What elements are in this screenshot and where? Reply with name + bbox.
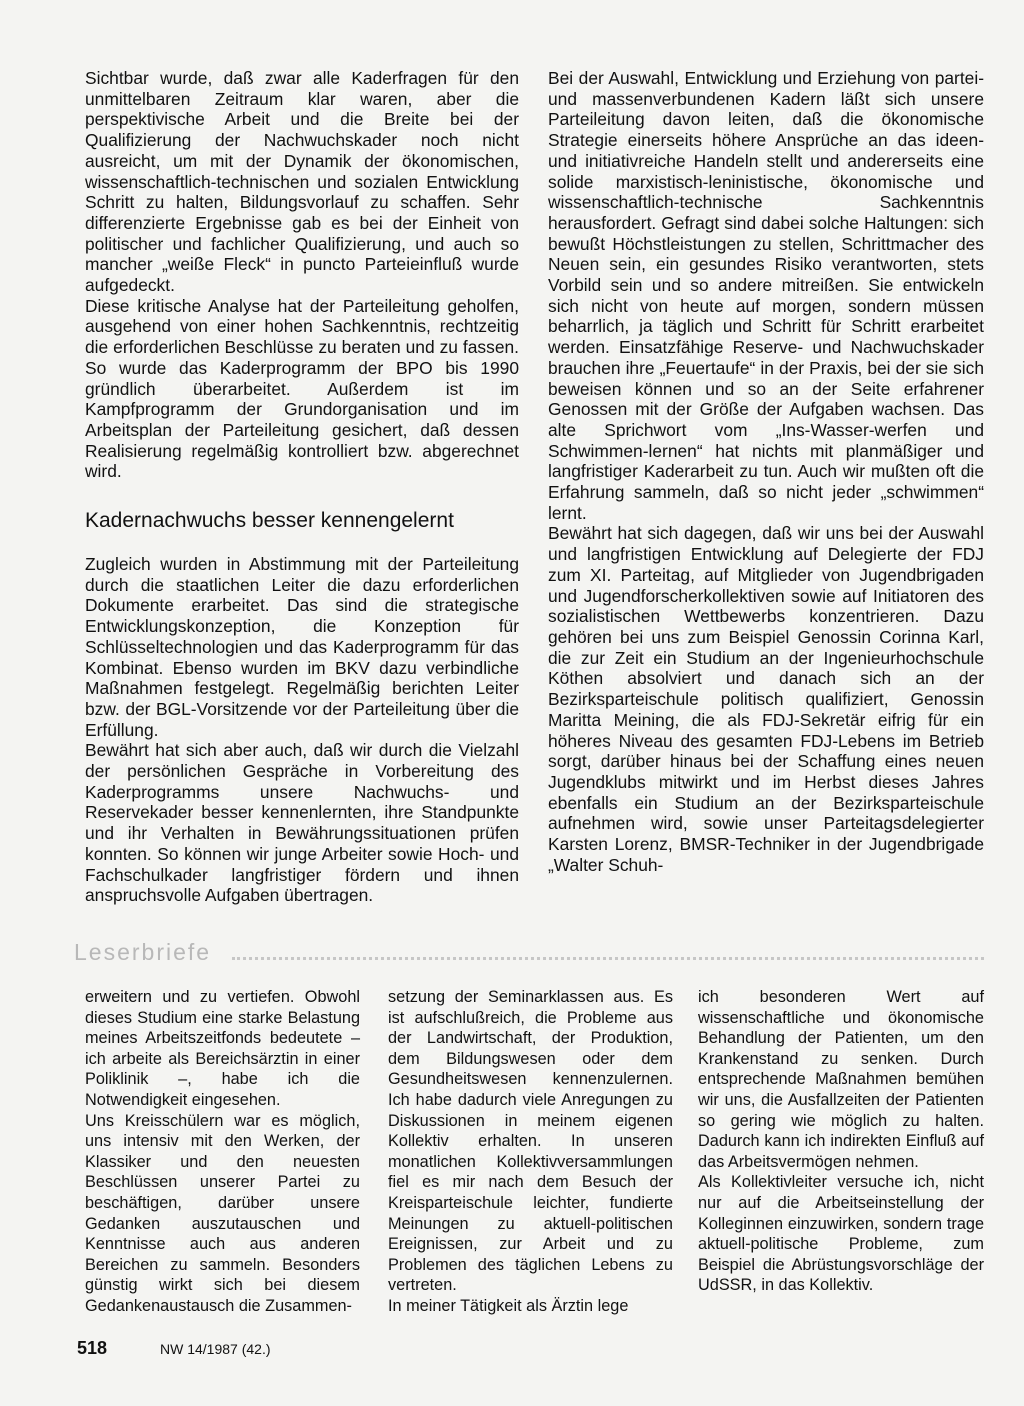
issue-reference: NW 14/1987 (42.) [160,1341,271,1357]
paragraph: Zugleich wurden in Abstimmung mit der Parteileitung durch die staatlichen Leiter die dazu erforderlichen Dokumente erarbeitet. Das sind die strategische Entwicklungskonzeption, die Konzeption für Schlüsseltechnologien und das Kaderprogramm für das Kombinat. Ebenso wurden im BKV dazu verbindliche Maßnahmen festgelegt. Regelmäßig berichten Leiter bzw. der BGL-Vorsitzende vor der Parteileitung über die Erfüllung. [85,554,519,740]
article-column-left-top [85,68,519,482]
paragraph: Als Kollektivleiter versuche ich, nicht nur auf die Arbeitseinstellung der Kolleginnen einzuwirken, sondern trage aktuell-politische Probleme, zum Beispiel die Abrüstungsvorschläge der UdSSR, in das Kollektiv. [698,1173,984,1295]
paragraph: Bei der Auswahl, Entwicklung und Erziehung von partei- und massenverbundenen Kadern läßt sich unsere Parteileitung davon leiten, daß die ökonomische Strategie einerseits höhere Ansprüche an das ideen- und initiativreiche Handeln stellt und andererseits eine solide marxistisch-leninistische, ökonomische und wissenschaftlich-technische Sachkenntnis herausfordert. Gefragt sind dabei solche Haltungen: sich bewußt Höchstleistungen zu stellen, Schrittmacher des Neuen sein, ein gesundes Risiko verantworten, stets Vorbild sein und so andere mitreißen. Sie entwickeln sich nicht von heute auf morgen, sondern müssen beharrlich, ja täglich und Schritt für Schritt erarbeitet werden. Einsatzfähige Reserve- und Nachwuchskader brauchen ihre „Feuertaufe“ in der Praxis, bei der sie sich beweisen können und so an der Seite erfahrener Genossen mit der Größe der Aufgaben wachsen. Das alte Sprichwort vom „Ins-Wasser-werfen und Schwimmen-lernen“ hat nichts mit planmäßiger und langfristiger Kaderarbeit zu tun. Auch wir mußten oft die Erfahrung sammeln, daß so nicht jeder „schwimmen“ lernt. [548,68,984,523]
article-column-right [548,68,984,875]
paragraph: ich besonderen Wert auf wissenschaftliche und ökonomische Behandlung der Patienten, um den Krankenstand zu senken. Durch entsprechende Maßnahmen bemühen wir uns, die Ausfallzeiten der Patienten so gering wie möglich zu halten. Dadurch kann ich indirekten Einfluß auf das Arbeitsvermögen nehmen. [698,988,984,1171]
paragraph: erweitern und zu vertiefen. Obwohl dieses Studium eine starke Belastung meines Arbeitszeitfonds bedeutete – ich arbeite als Bereichsärztin in einer Poliklinik –, habe ich die Notwendigkeit eingesehen. [85,988,360,1109]
paragraph: Bewährt hat sich dagegen, daß wir uns bei der Auswahl und langfristigen Entwicklung auf Delegierte der FDJ zum XI. Parteitag, auf Mitglieder von Jugendbrigaden und Jugendforscherkollektiven sowie auf Initiatoren des sozialistischen Wettbewerbs konzentrieren. Dazu gehören bei uns zum Beispiel Genossin Corinna Karl, die zur Zeit ein Studium an der Ingenieurhochschule Köthen absolviert und danach sich an der Bezirksparteischule politisch qualifiziert, Genossin Maritta Meining, die als FDJ-Sekretär eifrig für ein höheres Niveau des gesamten FDJ-Lebens im Betrieb sorgt, darüber hinaus bei der Schaffung eines neuen Jugendklubs mitwirkt und im Herbst dieses Jahres ebenfalls ein Studium an der Bezirksparteischule aufnehmen wird, sowie unser Parteitagsdelegierter Karsten Lorenz, BMSR-Techniker in der Jugendbrigade „Walter Schuh- [548,523,984,875]
paragraph: Uns Kreisschülern war es möglich, uns intensiv mit den Werken, der Klassiker und den neuesten Beschlüssen unserer Partei zu beschäftigen, darüber unsere Gedanken auszutauschen und Kenntnisse auch aus anderen Bereichen zu sammeln. Besonders günstig wirkt sich bei diesem Gedankenaustausch die Zusammen- [85,1111,360,1315]
paragraph: Sichtbar wurde, daß zwar alle Kaderfragen für den unmittelbaren Zeitraum klar waren, aber die perspektivische Arbeit und die Breite bei der Qualifizierung der Nachwuchskader noch nicht ausreicht, um mit der Dynamik der ökonomischen, wissenschaftlich-technischen und sozialen Entwicklung Schritt zu halten, Bildungsvorlauf zu schaffen. Sehr differenzierte Ergebnisse gab es bei der Einheit von politischer und fachlicher Qualifizierung, und auch so mancher „weiße Fleck“ in puncto Parteieinfluß wurde aufgedeckt. [85,68,519,296]
paragraph: In meiner Tätigkeit als Ärztin lege [388,1296,629,1315]
paragraph: Diese kritische Analyse hat der Parteileitung geholfen, ausgehend von einer hohen Sachkenntnis, rechtzeitig die erforderlichen Beschlüsse zu beraten und zu fassen. So wurde das Kaderprogramm der BPO bis 1990 gründlich überarbeitet. Außerdem ist im Kampfprogramm der Grundorganisation und im Arbeitsplan der Parteileitung gesichert, daß dessen Realisierung regelmäßig kontrolliert bzw. abgerechnet wird. [85,295,519,482]
article-column-left-bottom [85,554,519,906]
page-number: 518 [77,1338,108,1358]
paragraph: setzung der Seminarklassen aus. Es ist aufschlußreich, die Probleme aus der Landwirtschaft, der Produktion, dem Bildungswesen oder dem Gesundheitswesen kennenzulernen. Ich habe dadurch viele Anregungen zu Diskussionen in meinem eigenen Kollektiv erhalten. In unseren monatlichen Kollektivversammlungen fiel es mir nach dem Besuch der Kreisparteischule leichter, fundierte Meinungen zu aktuell-politischen Ereignissen, zur Arbeit und zu Problemen des täglichen Lebens zu vertreten. [388,988,673,1295]
section-divider [232,957,984,960]
letters-column-1 [85,987,360,1317]
paragraph: Bewährt hat sich aber auch, daß wir durch die Vielzahl der persönlichen Gespräche in Vorbereitung des Kaderprogramms unsere Nachwuchs- und Reservekader besser kennenlernten, ihre Standpunkte und ihr Verhalten in Bewährungssituationen prüfen konnten. So können wir junge Arbeiter sowie Hoch- und Fachschulkader langfristiger fördern und ihnen anspruchsvolle Aufgaben übertragen. [85,740,519,906]
letters-column-3 [698,987,984,1296]
section-heading: Kadernachwuchs besser kennengelernt [85,509,454,532]
section-label: Leserbriefe [74,939,212,965]
letters-column-2 [388,987,673,1317]
